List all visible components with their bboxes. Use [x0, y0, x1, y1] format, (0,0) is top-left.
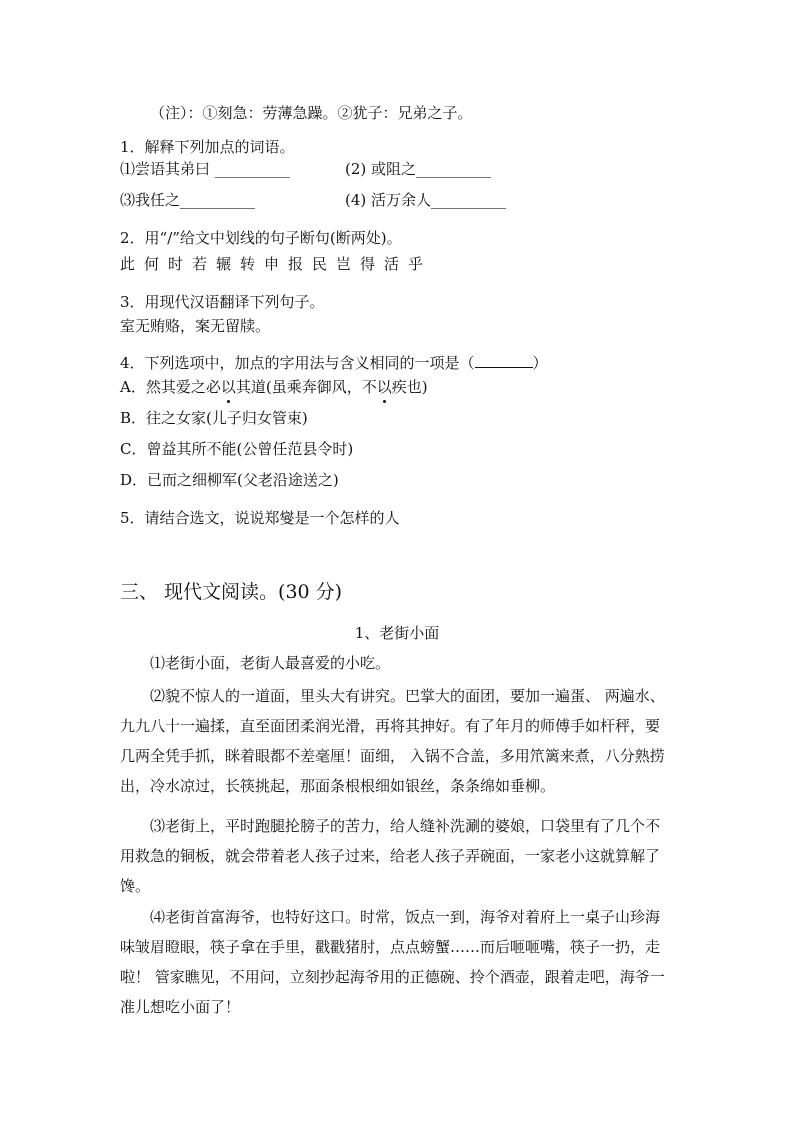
annotation-note: （注）：①刻急：劳薄急躁。②犹子：兄弟之子。 — [150, 104, 473, 122]
option-a-text-end: 疾也) — [391, 378, 428, 396]
question-1-item-3: ⑶我任之__________ — [120, 191, 256, 209]
dotted-char: 以 — [376, 378, 392, 396]
question-2-sentence: 此何时若辗转申报民岂得活乎 — [120, 255, 433, 273]
section-heading: 三、 现代文阅读。(30 分) — [120, 581, 343, 603]
question-1-item-1: ⑴尝语其弟曰 __________ — [120, 160, 290, 178]
article-paragraph-4: ⑷老街首富海爷，也特好这口。时常，饭点一到，海爷对着府上一桌子山珍海味皱眉瞪眼，筷子拿在手里，戳戳猪肘，点点螃蟹……而后咂咂嘴，筷子一扔，走啦！ 管家瞧见，不用问，立刻抄起海爷用的正德碗、拎个酒壶，跟着走吧，海爷一准儿想吃小面了！ — [120, 908, 665, 1016]
article-title: 1、老街小面 — [354, 624, 440, 642]
question-4-title-suffix: ） — [532, 354, 548, 372]
question-2-title: 2．用“/”给文中划线的句子断句(断两处)。 — [120, 229, 402, 247]
option-a-text-mid: 其道(虽乘奔御风，不 — [235, 378, 377, 396]
question-4-title — [120, 353, 548, 373]
question-3-title: 3．用现代汉语翻译下列句子。 — [120, 293, 325, 311]
article-paragraph-3: ⑶老街上，平时跑腿抡膀子的苦力，给人缝补洗涮的婆娘，口袋里有了几个不用救急的铜板，就会带着老人孩子过来，给老人孩子弄碗面，一家老小这就算解了馋。 — [120, 817, 661, 895]
article-paragraph-2: ⑵貌不惊人的一道面，里头大有讲究。巴掌大的面团，要加一遍蛋、 两遍水、九九八十一遍揉，直至面团柔润光滑，再将其抻好。有了年月的师傅手如杆秤，要几两全凭手抓，眯着眼都不差毫厘！面细， 入锅不合盖，多用笊篱来煮，八分熟捞出，冷水凉过，长筷挑起，那面条根根细如银丝，条条绵如垂柳。 — [120, 687, 665, 795]
option-a-text: A．然其爱之必 — [120, 378, 221, 396]
question-1-item-2: (2) 或阻之__________ — [345, 160, 492, 178]
question-5-title: 5．请结合选文，说说郑燮是一个怎样的人 — [120, 509, 400, 527]
option-c: C．曾益其所不能(公曾任范县令时) — [120, 440, 354, 458]
question-1-title: 1．解释下列加点的词语。 — [120, 138, 295, 156]
answer-blank[interactable] — [475, 353, 533, 368]
question-3-sentence: 室无贿赂，案无留牍。 — [120, 317, 271, 335]
dotted-char: 以 — [220, 378, 236, 396]
article-paragraph-1: ⑴老街小面，老街人最喜爱的小吃。 — [150, 654, 391, 672]
option-d: D．已而之细柳军(父老沿途送之) — [120, 471, 339, 489]
option-b: B．往之女家(儿子归女管束) — [120, 409, 308, 427]
question-4-title-prefix: 4．下列选项中，加点的字用法与含义相同的一项是（ — [120, 354, 475, 372]
question-1-item-4: (4) 活万余人__________ — [345, 191, 507, 209]
option-a — [120, 377, 428, 397]
